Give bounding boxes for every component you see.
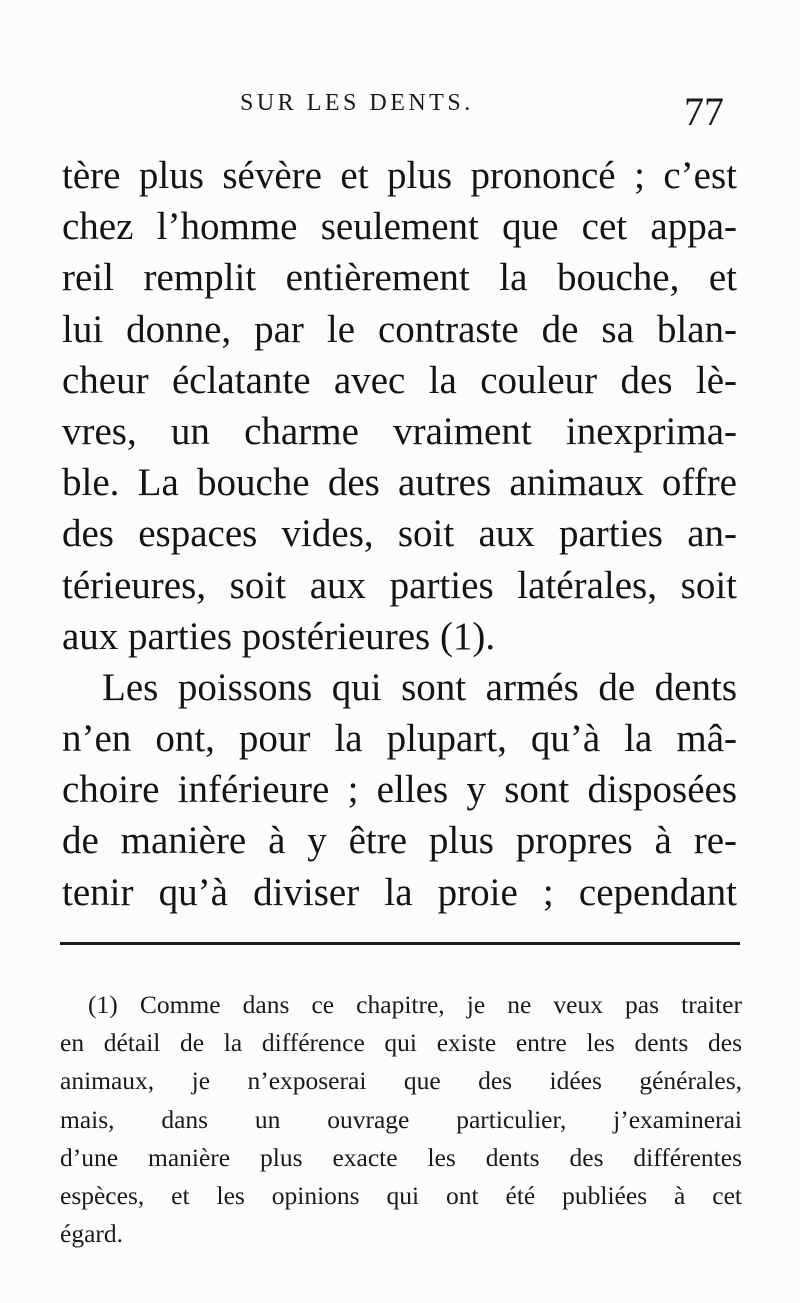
footnote-line: en détail de la différence qui existe entre les dents des: [60, 1028, 742, 1058]
body-line: tenir qu’à diviser la proie ; cependant: [62, 870, 737, 914]
body-line: de manière à y être plus propres à re-: [62, 819, 737, 863]
footnote-line: d’une manière plus exacte les dents des différentes: [60, 1142, 742, 1172]
footnote: [60, 986, 742, 1253]
footnote-line: animaux, je n’exposerai que des idées générales,: [60, 1066, 742, 1096]
running-head: [0, 88, 800, 138]
footnote-line: égard.: [60, 1219, 124, 1249]
body-text: [62, 150, 737, 918]
footnote-divider: [60, 942, 740, 945]
body-line: reil remplit entièrement la bouche, et: [62, 256, 737, 300]
page-number: 77: [684, 89, 724, 134]
body-line: vres, un charme vraiment inexprima-: [62, 409, 737, 453]
body-line: choire inférieure ; elles y sont disposées: [62, 768, 737, 812]
footnote-line: (1) Comme dans ce chapitre, je ne veux pas traiter: [88, 990, 742, 1019]
footnote-line: espèces, et les opinions qui ont été publiées à cet: [60, 1180, 742, 1210]
body-line: cheur éclatante avec la couleur des lè-: [62, 358, 737, 402]
body-line: lui donne, par le contraste de sa blan-: [62, 307, 737, 351]
body-line: tère plus sévère et plus prononcé ; c’est: [62, 154, 737, 197]
body-line: térieures, soit aux parties latérales, soit: [62, 563, 737, 607]
body-line: chez l’homme seulement que cet appa-: [62, 205, 737, 249]
body-line: n’en ont, pour la plupart, qu’à la mâ-: [62, 717, 737, 761]
running-title: SUR LES DENTS.: [240, 90, 474, 116]
body-line: des espaces vides, soit aux parties an-: [62, 512, 737, 556]
body-line-paragraph-start: Les poissons qui sont armés de dents: [102, 665, 737, 709]
footnote-line: mais, dans un ouvrage particulier, j’examinerai: [60, 1104, 742, 1134]
body-line-paragraph-end: aux parties postérieures (1).: [62, 614, 496, 658]
body-line: ble. La bouche des autres animaux offre: [62, 461, 737, 505]
